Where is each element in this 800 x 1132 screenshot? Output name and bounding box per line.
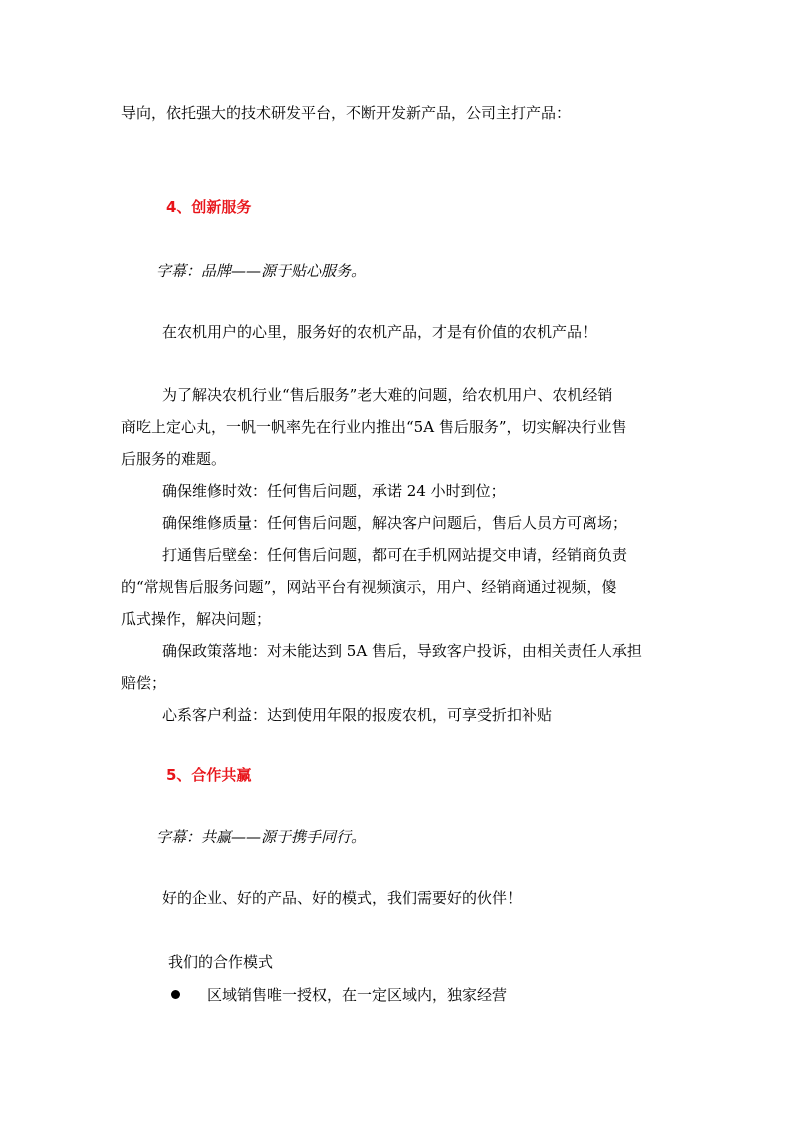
- section5-heading: 5、合作共赢: [166, 766, 252, 784]
- section4-item4-line1: 确保政策落地：对未能达到 5A 售后，导致客户投诉，由相关责任人承担: [162, 642, 642, 660]
- bullet-dot-icon: [171, 990, 180, 999]
- section4-item3-line2: 的“常规售后服务问题”，网站平台有视频演示，用户、经销商通过视频，傻: [121, 578, 617, 596]
- section5-bullet-item: 区域销售唯一授权，在一定区域内，独家经营: [207, 986, 508, 1004]
- intro-line: 导向，依托强大的技术研发平台，不断开发新产品，公司主打产品：: [121, 104, 572, 122]
- section4-item-customer-benefit: 心系客户利益：达到使用年限的报废农机，可享受折扣补贴: [162, 706, 553, 724]
- section4-item-repair-quality: 确保维修质量：任何售后问题，解决客户问题后，售后人员方可离场；: [162, 514, 628, 532]
- section4-para1-line1: 为了解决农机行业“售后服务”老大难的问题，给农机用户、农机经销: [162, 386, 613, 404]
- section5-mode-title: 我们的合作模式: [168, 953, 274, 971]
- section4-lead: 在农机用户的心里，服务好的农机产品，才是有价值的农机产品！: [162, 323, 598, 341]
- section4-item3-line3: 瓜式操作，解决问题；: [121, 610, 272, 628]
- section4-item4-line2: 赔偿；: [121, 674, 167, 692]
- section4-heading: 4、创新服务: [166, 198, 252, 216]
- section4-para1-line3: 后服务的难题。: [121, 450, 227, 468]
- section5-lead: 好的企业、好的产品、好的模式，我们需要好的伙伴！: [162, 889, 523, 907]
- section4-caption: 字幕：品牌——源于贴心服务。: [156, 262, 367, 280]
- section5-caption: 字幕：共赢——源于携手同行。: [156, 828, 367, 846]
- section4-para1-line2: 商吃上定心丸，一帆一帆率先在行业内推出“5A 售后服务”，切实解决行业售: [121, 418, 627, 436]
- section4-item3-line1: 打通售后壁垒：任何售后问题，都可在手机网站提交申请，经销商负责: [162, 546, 628, 564]
- section4-item-response-time: 确保维修时效：任何售后问题，承诺 24 小时到位；: [162, 482, 506, 500]
